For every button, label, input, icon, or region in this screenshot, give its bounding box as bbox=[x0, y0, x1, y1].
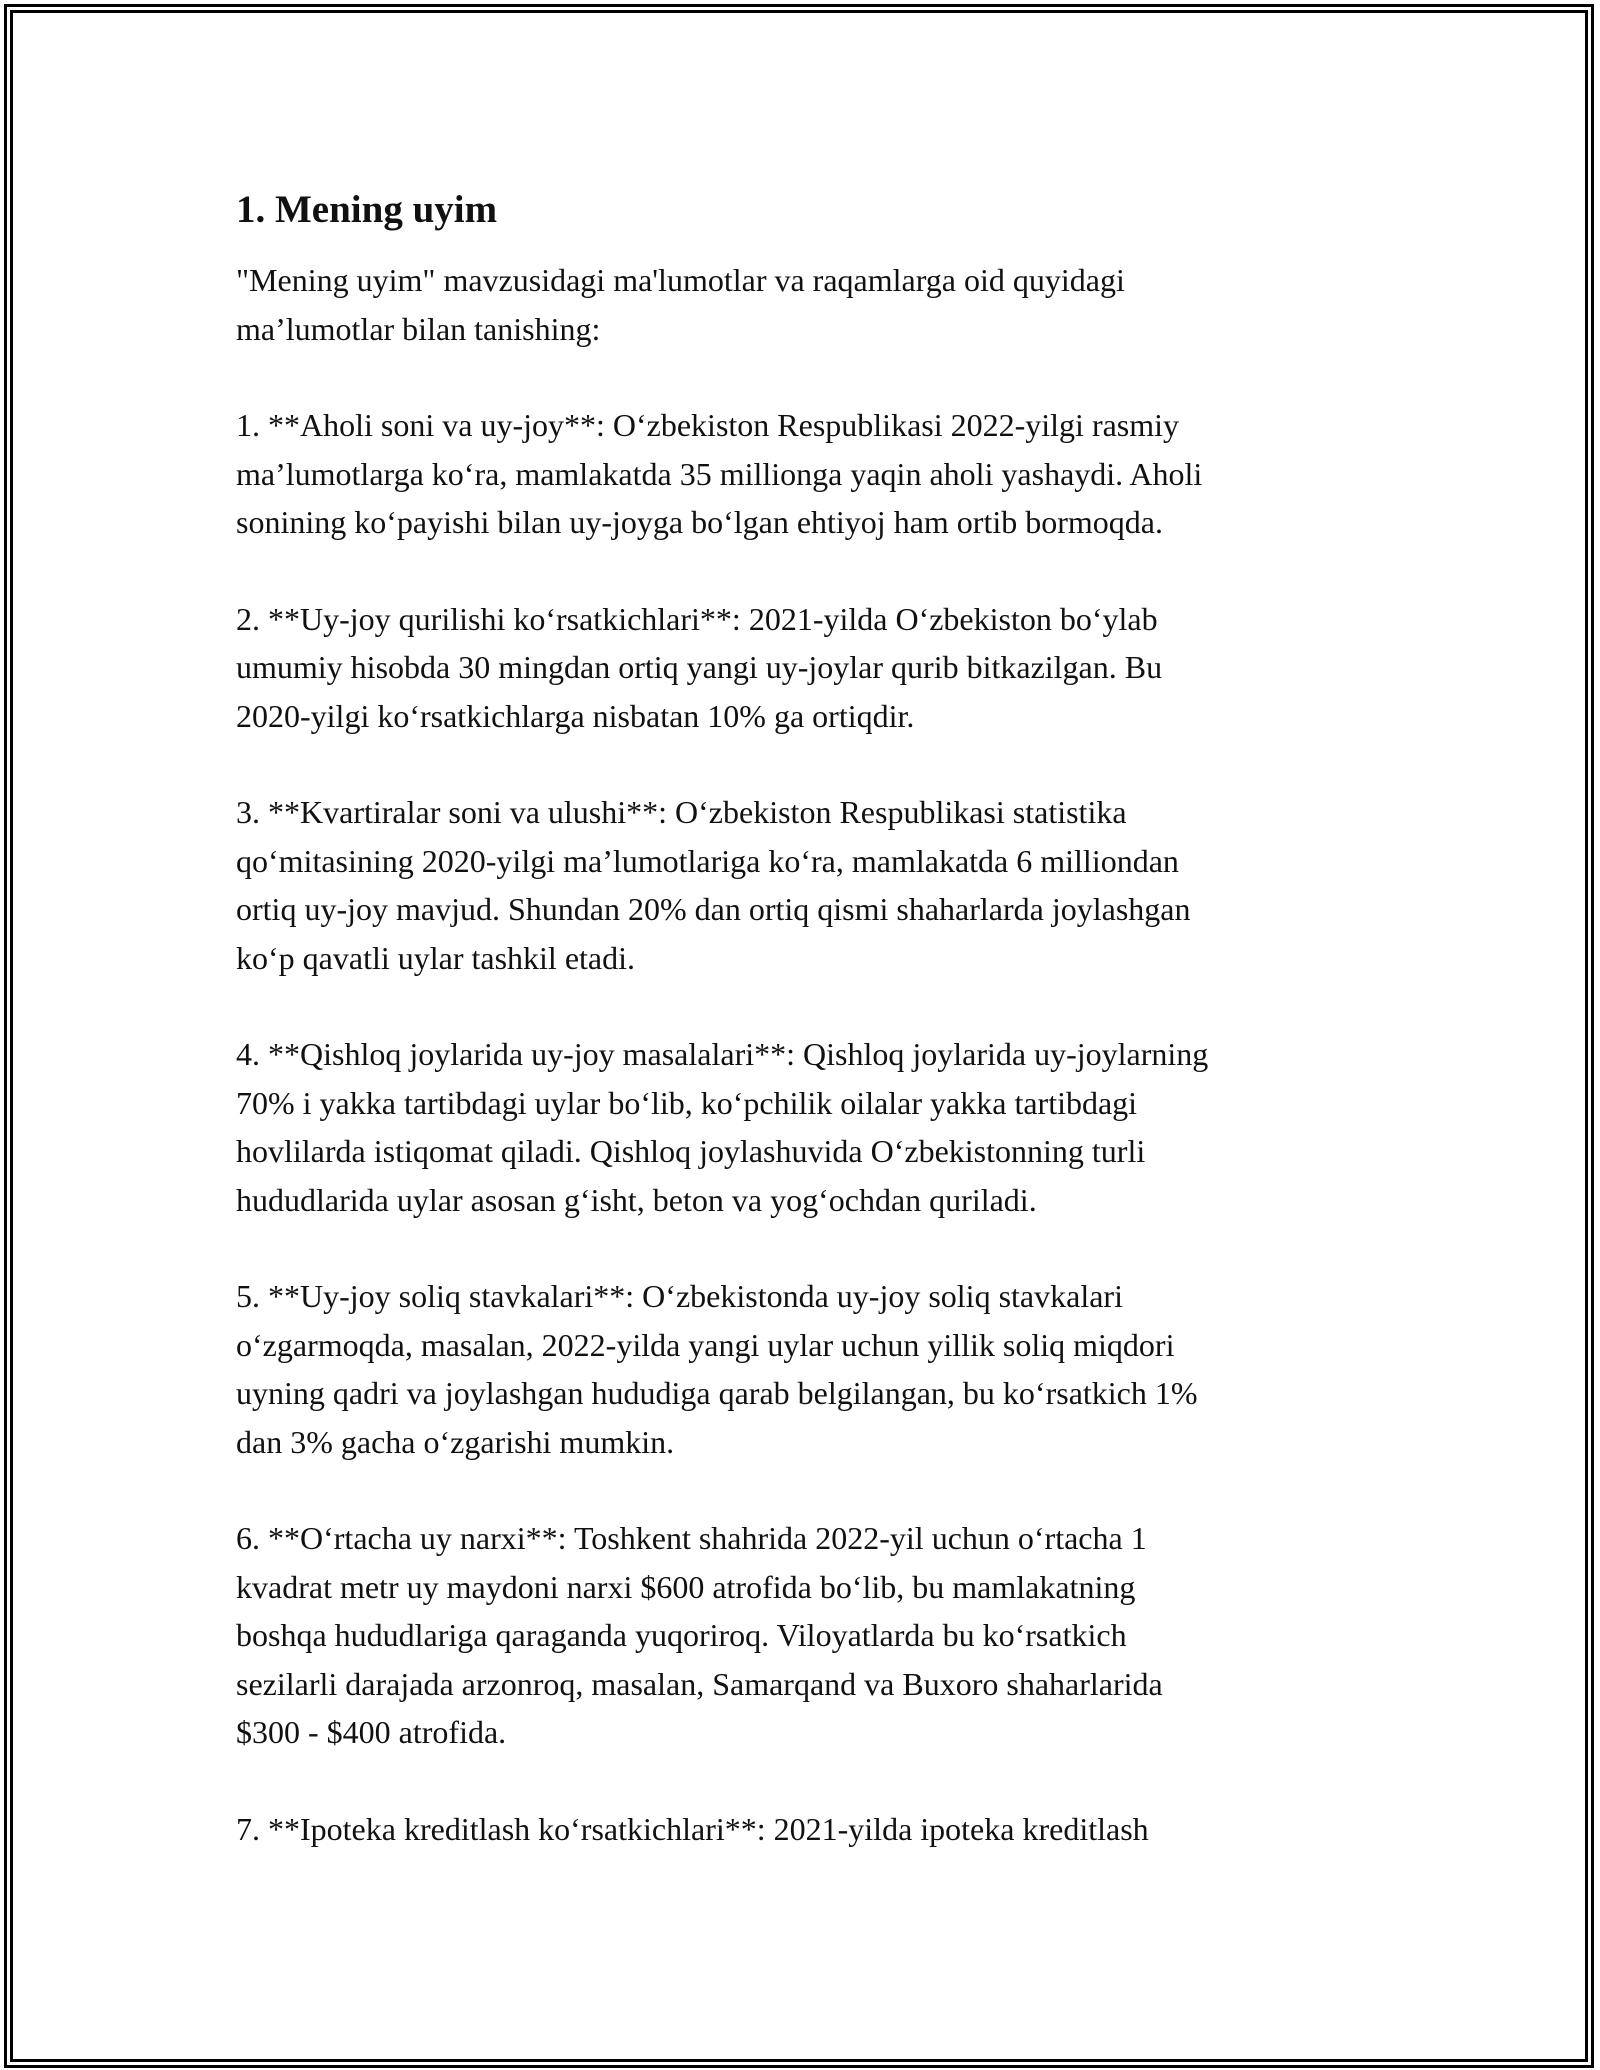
paragraph-population-housing: 1. **Aholi soni va uy-joy**: O‘zbekiston Respublikasi 2022-yilgi rasmiy ma’lumotlarga ko‘ra, mamlakatda 35 millionga yaqin aholi yashaydi. Aholi sonining ko‘payishi bilan uy-joyga bo‘lgan ehtiyoj ham ortib bormoqda. bbox=[236, 407, 1203, 540]
paragraph-apartments-share: 3. **Kvartiralar soni va ulushi**: O‘zbekiston Respublikasi statistika qo‘mitasining 2020-yilgi ma’lumotlariga ko‘ra, mamlakatda 6 milliondan ortiq uy-joy mavjud. Shundan 20% dan ortiq qismi shaharlarda joylashgan ko‘p qavatli uylar tashkil etadi. bbox=[236, 794, 1191, 976]
paragraph-rural-housing: 4. **Qishloq joylarida uy-joy masalalari**: Qishloq joylarida uy-joylarning 70% i yakka tartibdagi uylar bo‘lib, ko‘pchilik oilalar yakka tartibdagi hovlilarda istiqomat qiladi. Qishloq joylashuvida O‘zbekistonning turli hududlarida uylar asosan g‘isht, beton va yog‘ochdan quriladi. bbox=[236, 1036, 1209, 1218]
intro-paragraph: "Mening uyim" mavzusidagi ma'lumotlar va raqamlarga oid quyidagi ma’lumotlar bilan tanishing: bbox=[236, 262, 1125, 347]
paragraph-mortgage-indicators: 7. **Ipoteka kreditlash ko‘rsatkichlari**: 2021-yilda ipoteka kreditlash bbox=[236, 1810, 1149, 1847]
paragraph-housing-tax-rates: 5. **Uy-joy soliq stavkalari**: O‘zbekistonda uy-joy soliq stavkalari o‘zgarmoqda, masalan, 2022-yilda yangi uylar uchun yillik soliq miqdori uyning qadri va joylashgan hududiga qarab belgilangan, bu ko‘rsatkich 1% dan 3% gacha o‘zgarishi mumkin. bbox=[236, 1278, 1198, 1460]
document-body bbox=[236, 186, 1366, 1901]
paragraph-construction-indicators: 2. **Uy-joy qurilishi ko‘rsatkichlari**: 2021-yilda O‘zbekiston bo‘ylab umumiy hisobda 30 mingdan ortiq yangi uy-joylar qurib bitkazilgan. Bu 2020-yilgi ko‘rsatkichlarga nisbatan 10% ga ortiqdir. bbox=[236, 600, 1163, 734]
document-title: 1. Mening uyim bbox=[236, 188, 498, 231]
paragraph-average-house-price: 6. **O‘rtacha uy narxi**: Toshkent shahrida 2022-yil uchun o‘rtacha 1 kvadrat metr uy maydoni narxi $600 atrofida bo‘lib, bu mamlakatning boshqa hududlariga qaraganda yuqoriroq. Viloyatlarda bu ko‘rsatkich sezilarli darajada arzonroq, masalan, Samarqand va Buxoro shaharlarida $300 - $400 atrofida. bbox=[236, 1520, 1163, 1750]
